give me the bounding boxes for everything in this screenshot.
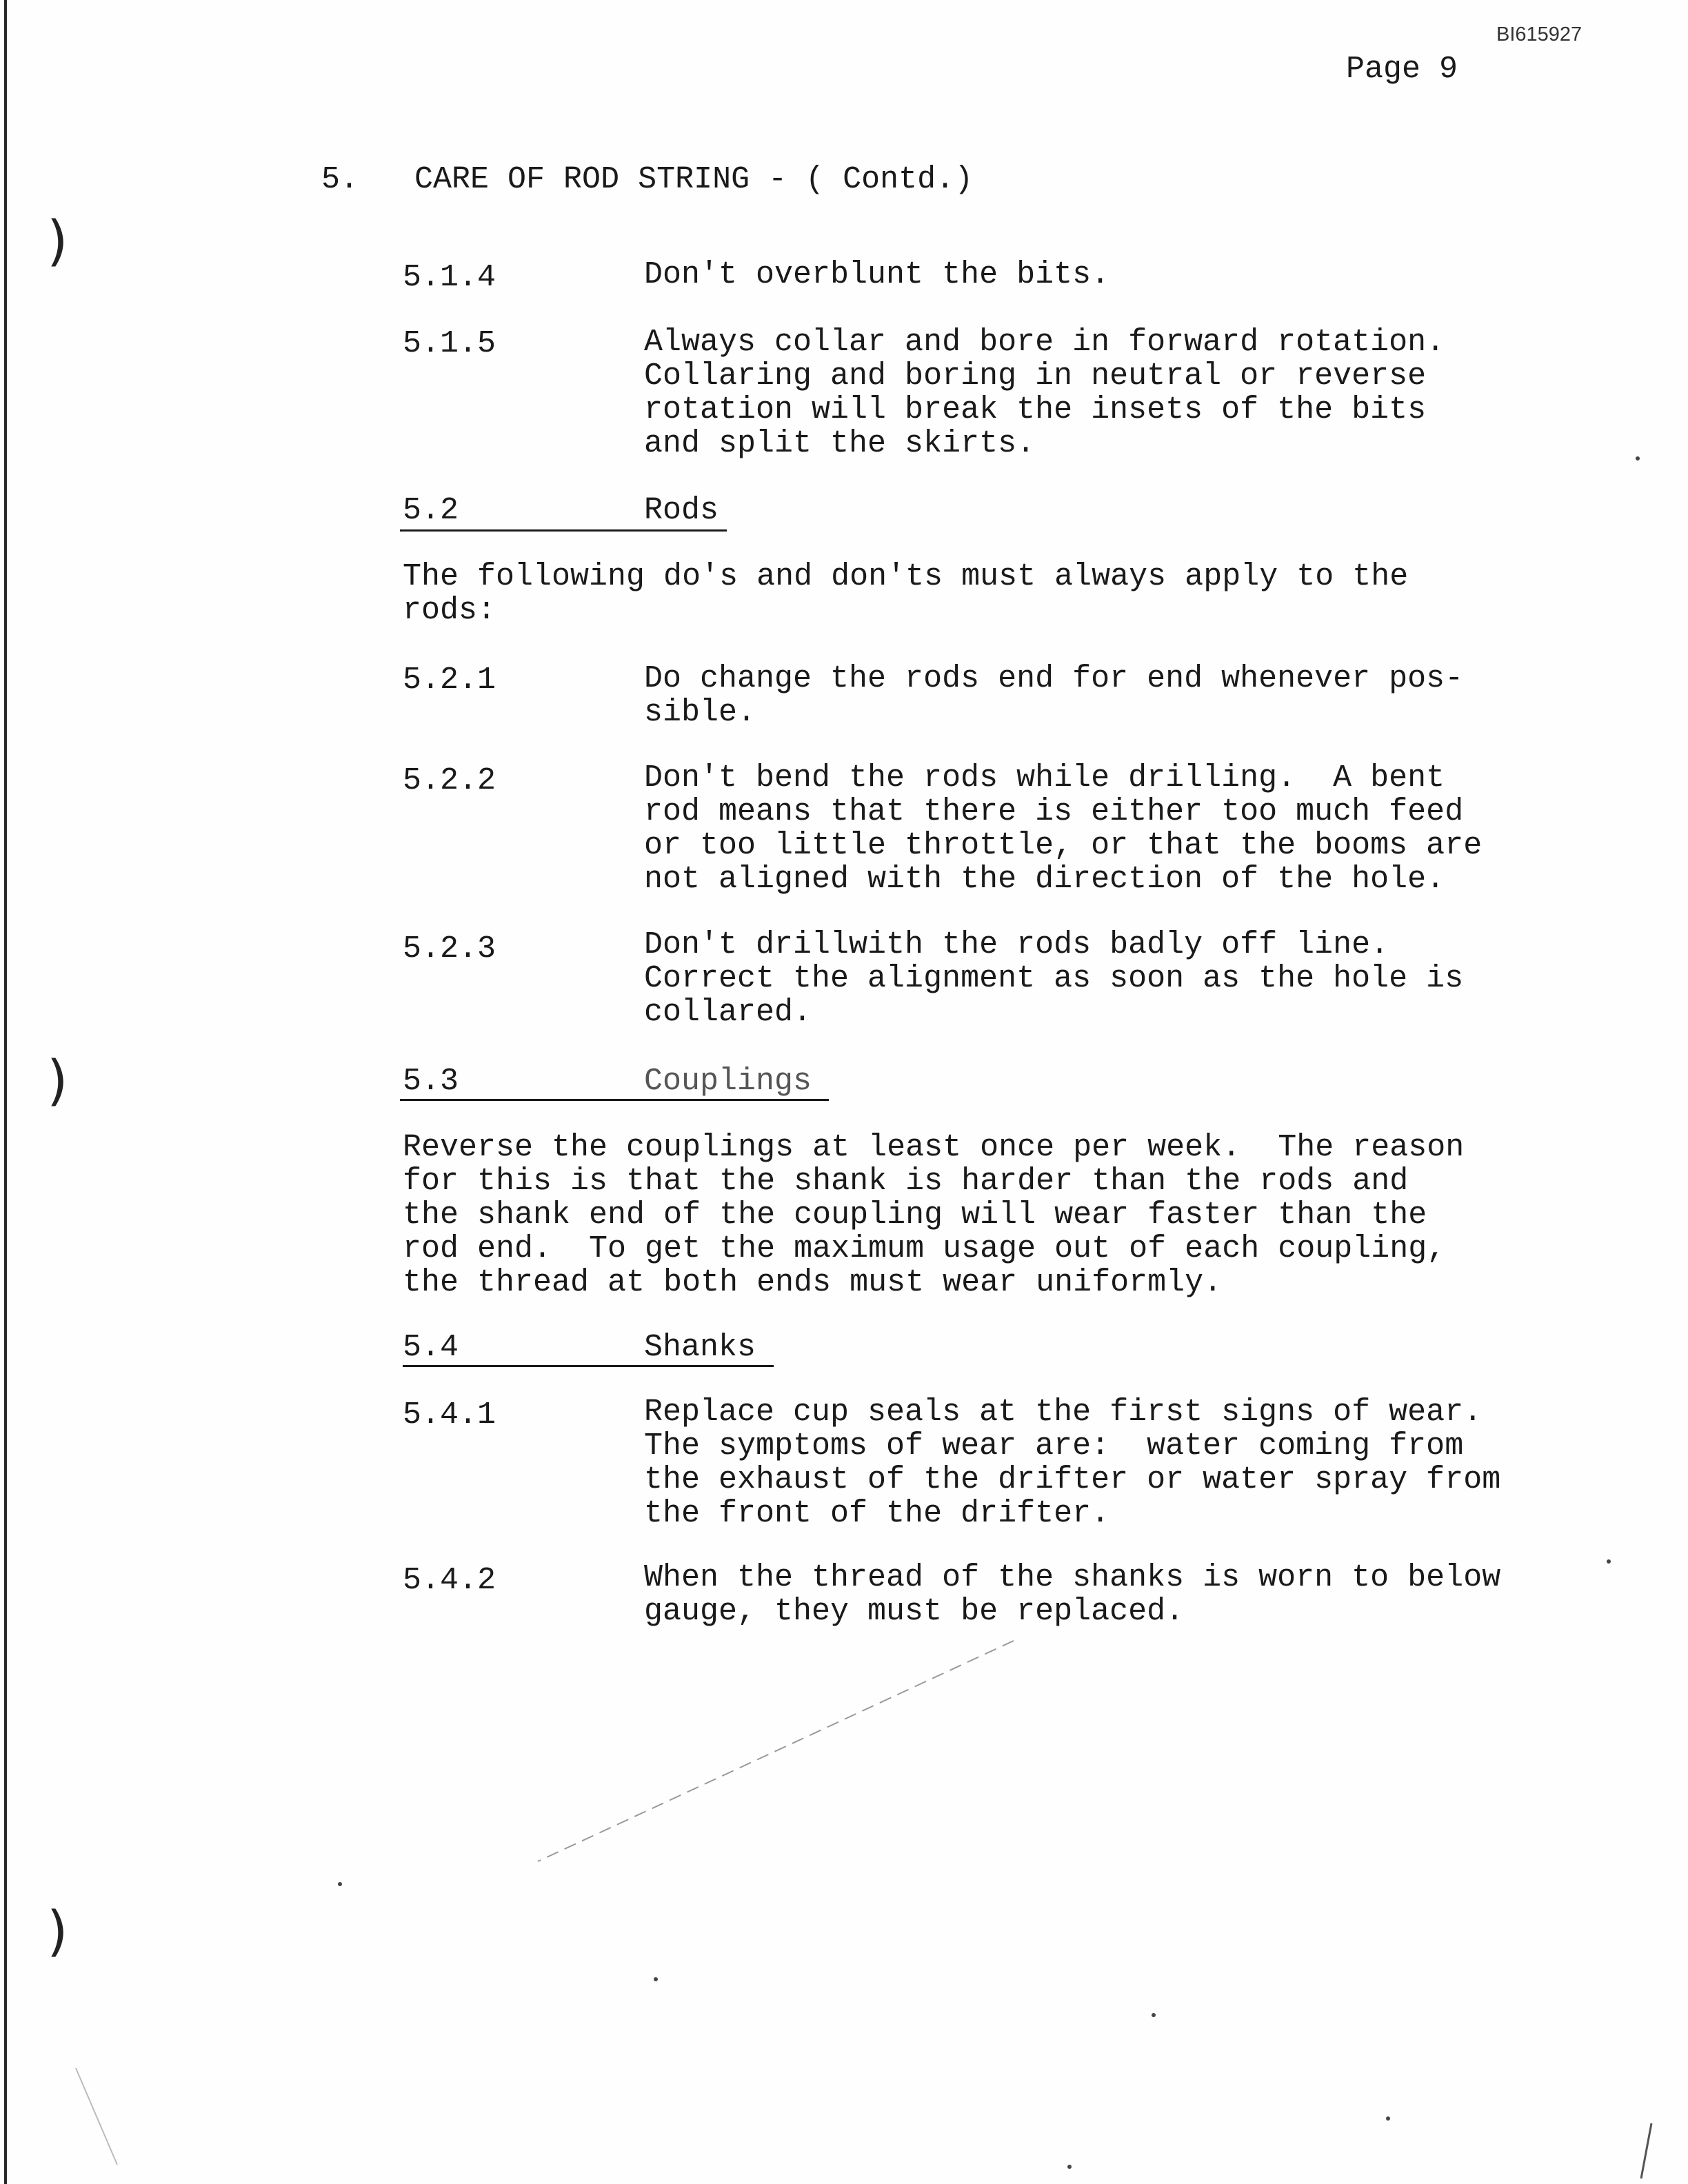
item-text-line: the exhaust of the drifter or water spray from <box>644 1462 1501 1497</box>
section-title: 5. CARE OF ROD STRING - ( Contd.) <box>321 162 974 197</box>
scan-speck <box>654 1977 658 1981</box>
scan-speck <box>1067 2165 1072 2169</box>
subsection-title: Rods <box>644 493 719 528</box>
item-number: 5.2.1 <box>403 663 496 698</box>
item-text-line: Do change the rods end for end whenever pos- <box>644 661 1464 696</box>
item-number: 5.4.1 <box>403 1397 496 1433</box>
subsection-number: 5.3 <box>403 1064 459 1099</box>
item-text-line: When the thread of the shanks is worn to below <box>644 1560 1501 1595</box>
item-number: 5.2.3 <box>403 931 496 967</box>
item-number: 5.1.5 <box>403 326 496 361</box>
item-text-line: Don't drillwith the rods badly off line. <box>644 927 1389 962</box>
item-text-line: or too little throttle, or that the booms are <box>644 828 1483 863</box>
paragraph-line: The following do's and don'ts must always apply to the <box>403 559 1409 594</box>
paragraph-line: for this is that the shank is harder than the rods and <box>403 1164 1409 1199</box>
item-text-line: collared. <box>644 995 812 1030</box>
item-number: 5.1.4 <box>403 260 496 295</box>
subsection-title: Couplings <box>644 1064 812 1099</box>
item-text-line: Replace cup seals at the first signs of wear. <box>644 1395 1483 1430</box>
subsection-title: Shanks <box>644 1330 756 1365</box>
paragraph-line: the shank end of the coupling will wear faster than the <box>403 1197 1427 1233</box>
page-number: Page 9 <box>1346 52 1458 87</box>
item-text-line: rotation will break the insets of the bits <box>644 392 1427 427</box>
subsection-number: 5.2 <box>403 493 459 528</box>
binder-hole-mark: ) <box>47 210 68 272</box>
item-number: 5.4.2 <box>403 1563 496 1598</box>
item-text: Don't overblunt the bits. <box>644 257 1110 292</box>
item-text-line: Always collar and bore in forward rotation. <box>644 325 1445 360</box>
item-text-line: and split the skirts. <box>644 426 1036 461</box>
subsection-number: 5.4 <box>403 1330 459 1365</box>
scan-speck <box>1152 2013 1156 2017</box>
item-text-line: Don't bend the rods while drilling. A bent <box>644 760 1445 796</box>
item-text-line: gauge, they must be replaced. <box>644 1594 1185 1629</box>
item-text-line: the front of the drifter. <box>644 1496 1110 1531</box>
item-text-line: Correct the alignment as soon as the hole is <box>644 961 1464 996</box>
item-text-line: Collaring and boring in neutral or reverse <box>644 358 1427 394</box>
binder-hole-mark: ) <box>47 1901 68 1963</box>
item-text-line: sible. <box>644 695 756 730</box>
scan-speck <box>1386 2116 1390 2121</box>
paragraph-line: Reverse the couplings at least once per week. The reason <box>403 1130 1465 1165</box>
scan-speck <box>338 1882 342 1886</box>
item-number: 5.2.2 <box>403 763 496 798</box>
item-text-line: The symptoms of wear are: water coming from <box>644 1428 1464 1464</box>
scan-speck <box>1636 456 1640 461</box>
item-text-line: rod means that there is either too much feed <box>644 794 1464 829</box>
scan-speck <box>1607 1559 1611 1564</box>
document-id: BI615927 <box>1496 23 1582 46</box>
paragraph-line: rod end. To get the maximum usage out of each coupling, <box>403 1231 1446 1266</box>
paragraph-line: the thread at both ends must wear uniformly. <box>403 1265 1223 1300</box>
item-text-line: not aligned with the direction of the hole. <box>644 862 1445 897</box>
paragraph-line: rods: <box>403 593 496 628</box>
binder-hole-mark: ) <box>47 1050 68 1112</box>
